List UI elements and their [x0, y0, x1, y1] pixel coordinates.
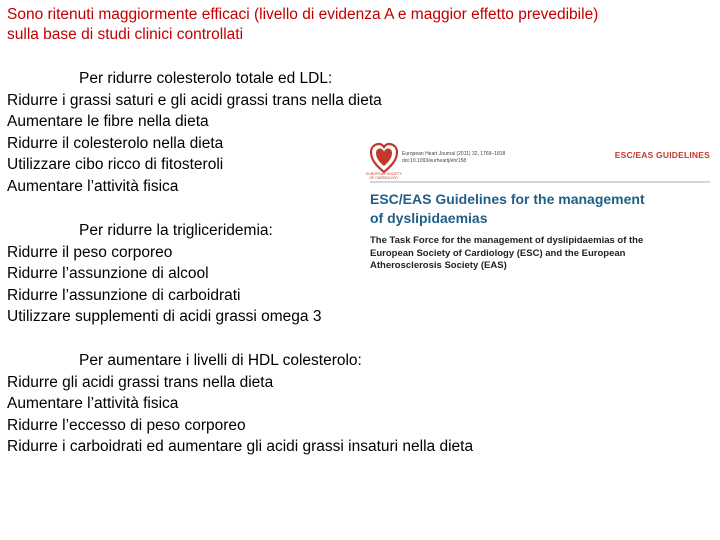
journal-line-2: doi:10.1093/eurheartj/ehr158 — [402, 158, 467, 164]
intro-line-1: Sono ritenuti maggiormente efficaci (livello di evidenza A e maggior effetto prevedibile) — [7, 6, 599, 23]
cover-title-line-1: ESC/EAS Guidelines for the management — [370, 191, 645, 207]
guidelines-tag: ESC/EAS GUIDELINES — [614, 150, 710, 160]
cover-title-line-2: of dyslipidaemias — [370, 210, 488, 226]
section-heading: Per aumentare i livelli di HDL colesterolo: — [79, 352, 362, 369]
section-ldl — [7, 68, 382, 197]
list-item: Ridurre l’eccesso di peso corporeo — [7, 416, 246, 434]
task-force-line-2: European Society of Cardiology (ESC) and the European — [370, 247, 626, 259]
intro-line-2: sulla base di studi clinici controllati — [7, 26, 244, 43]
list-item: Ridurre l’assunzione di carboidrati — [7, 286, 241, 304]
section-heading: Per ridurre colesterolo totale ed LDL: — [79, 70, 333, 87]
task-force-line-3: Atherosclerosis Society (EAS) — [370, 260, 507, 271]
journal-line-1: European Heart Journal (2011) 32, 1769–1818 — [402, 151, 506, 157]
cover-title — [370, 190, 710, 228]
divider — [370, 181, 710, 183]
list-item: Ridurre gli acidi grassi trans nella dieta — [7, 373, 274, 391]
journal-citation — [402, 151, 552, 165]
list-item: Aumentare l’attività fisica — [7, 395, 179, 412]
list-item: Aumentare l’attività fisica — [7, 177, 179, 195]
task-force-text — [370, 235, 710, 273]
section-heading: Per ridurre la trigliceridemia: — [79, 222, 273, 239]
guidelines-cover-image — [362, 138, 712, 288]
list-item: Ridurre l’assunzione di alcool — [7, 265, 209, 282]
society-name: EUROPEAN SOCIETY OF CARDIOLOGY — [366, 172, 402, 180]
esc-heart-logo-icon — [370, 142, 398, 176]
section-triglycerides — [7, 220, 321, 328]
list-item: Ridurre i grassi saturi e gli acidi grassi trans nella dieta — [7, 91, 382, 109]
task-force-line-1: The Task Force for the management of dyslipidaemias of the — [370, 235, 644, 246]
list-item: Ridurre i carboidrati ed aumentare gli acidi grassi insaturi nella dieta — [7, 438, 474, 455]
list-item: Ridurre il colesterolo nella dieta — [7, 134, 224, 152]
intro-text — [7, 5, 712, 45]
list-item: Ridurre il peso corporeo — [7, 243, 173, 261]
list-item: Utilizzare cibo ricco di fitosteroli — [7, 156, 224, 173]
list-item: Aumentare le fibre nella dieta — [7, 113, 209, 130]
list-item: Utilizzare supplementi di acidi grassi omega 3 — [7, 308, 322, 325]
section-hdl — [7, 350, 473, 458]
